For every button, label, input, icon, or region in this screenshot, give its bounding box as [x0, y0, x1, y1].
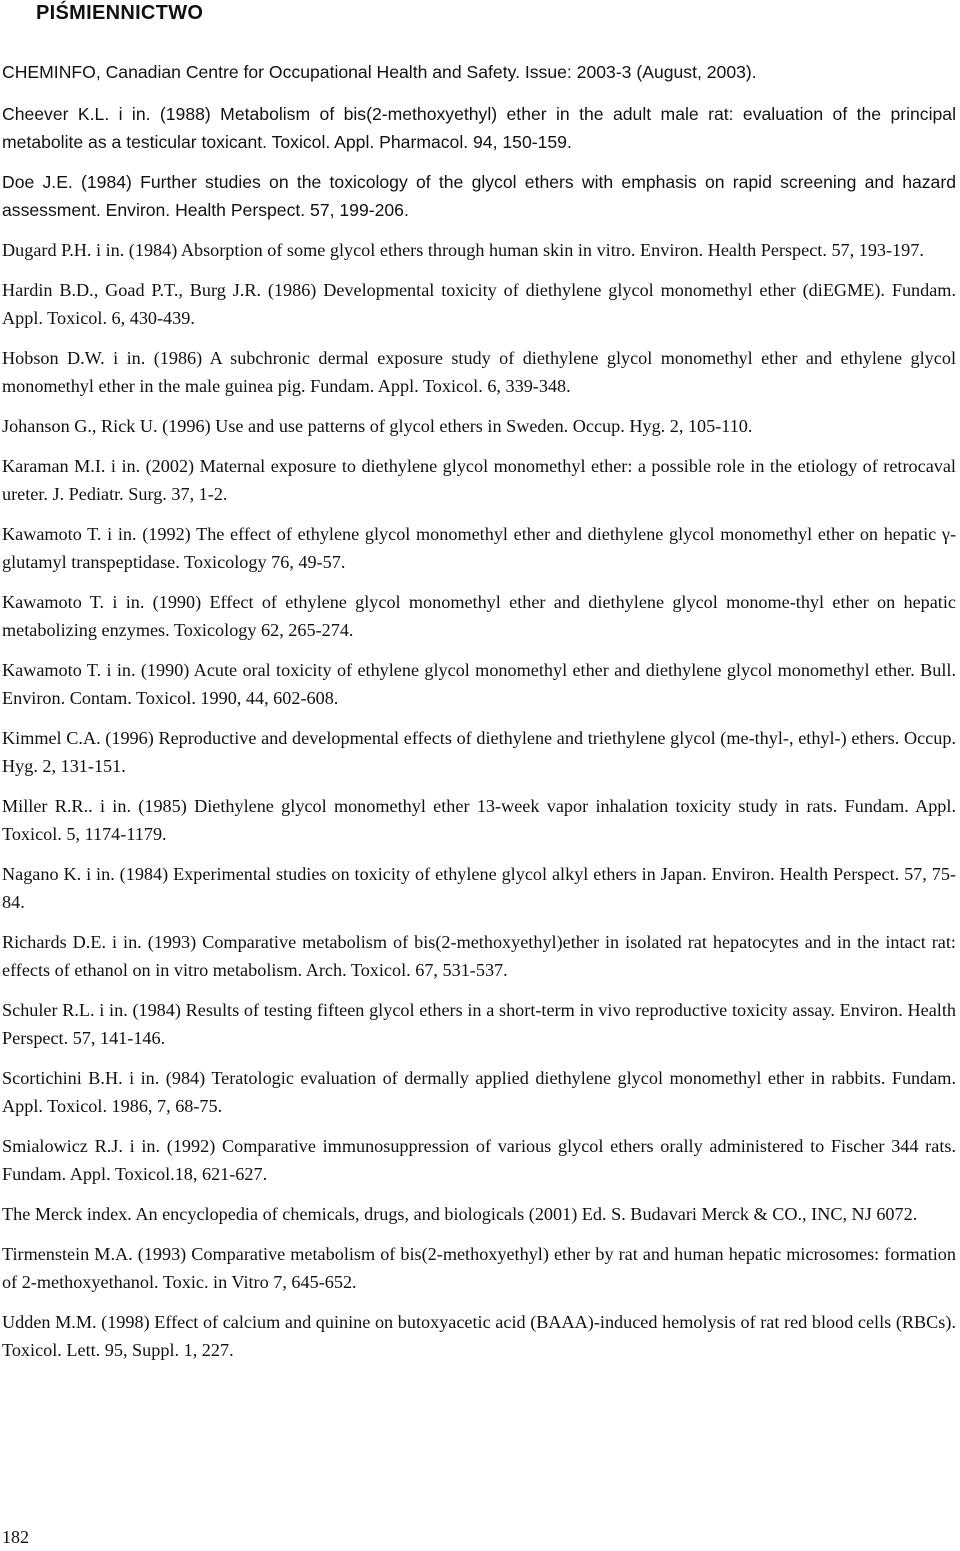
reference-item: Schuler R.L. i in. (1984) Results of testing fifteen glycol ethers in a short-term in vivo reproductive toxicity assay. Environ. Health Perspect. 57, 141-146.: [2, 1000, 956, 1048]
reference-item: Hobson D.W. i in. (1986) A subchronic dermal exposure study of diethylene glycol monomethyl ether and ethylene glycol monomethyl ether in the male guinea pig. Fundam. Appl. Toxicol. 6, 339-348.: [2, 348, 956, 396]
reference-item: Richards D.E. i in. (1993) Comparative metabolism of bis(2-methoxyethyl)ether in isolated rat hepatocytes and in the intact rat: effects of ethanol on in vitro metabolism. Arch. Toxicol. 67, 531-537.: [2, 932, 956, 980]
reference-list: [2, 58, 956, 1376]
page-number: 182: [2, 1527, 29, 1547]
reference-item: Tirmenstein M.A. (1993) Comparative metabolism of bis(2-methoxyethyl) ether by rat and human hepatic microsomes: formation of 2-methoxyethanol. Toxic. in Vitro 7, 645-652.: [2, 1244, 956, 1292]
reference-item: Kimmel C.A. (1996) Reproductive and developmental effects of diethylene and triethylene glycol (me-thyl-, ethyl-) ethers. Occup. Hyg. 2, 131-151.: [2, 728, 956, 776]
section-heading: PIŚMIENNICTWO: [36, 2, 204, 24]
reference-item: Hardin B.D., Goad P.T., Burg J.R. (1986) Developmental toxicity of diethylene glycol monomethyl ether (diEGME). Fundam. Appl. Toxicol. 6, 430-439.: [2, 280, 956, 328]
reference-item: Kawamoto T. i in. (1990) Acute oral toxicity of ethylene glycol monomethyl ether and diethylene glycol monomethyl ether. Bull. Environ. Contam. Toxicol. 1990, 44, 602-608.: [2, 660, 956, 708]
reference-item: Smialowicz R.J. i in. (1992) Comparative immunosuppression of various glycol ethers orally administered to Fischer 344 rats. Fundam. Appl. Toxicol.18, 621-627.: [2, 1136, 956, 1184]
reference-item: Kawamoto T. i in. (1992) The effect of ethylene glycol monomethyl ether and diethylene glycol monomethyl ether on hepatic γ-glutamyl transpeptidase. Toxicology 76, 49-57.: [2, 524, 956, 572]
reference-item: Nagano K. i in. (1984) Experimental studies on toxicity of ethylene glycol alkyl ethers in Japan. Environ. Health Perspect. 57, 75-84.: [2, 864, 956, 912]
reference-item: Miller R.R.. i in. (1985) Diethylene glycol monomethyl ether 13-week vapor inhalation toxicity study in rats. Fundam. Appl. Toxicol. 5, 1174-1179.: [2, 796, 956, 844]
reference-item: Scortichini B.H. i in. (984) Teratologic evaluation of dermally applied diethylene glycol monomethyl ether in rabbits. Fundam. Appl. Toxicol. 1986, 7, 68-75.: [2, 1068, 956, 1116]
reference-item: The Merck index. An encyclopedia of chemicals, drugs, and biologicals (2001) Ed. S. Budavari Merck & CO., INC, NJ 6072.: [2, 1204, 918, 1224]
reference-item: Udden M.M. (1998) Effect of calcium and quinine on butoxyacetic acid (BAAA)-induced hemolysis of rat red blood cells (RBCs). Toxicol. Lett. 95, Suppl. 1, 227.: [2, 1312, 956, 1360]
reference-item: Cheever K.L. i in. (1988) Metabolism of bis(2-methoxyethyl) ether in the adult male rat: evaluation of the principal metabolite as a testicular toxicant. Toxicol. Appl. Pharmacol. 94, 150-159.: [2, 104, 956, 152]
reference-item: Doe J.E. (1984) Further studies on the toxicology of the glycol ethers with emphasis on rapid screening and hazard assessment. Environ. Health Perspect. 57, 199-206.: [2, 172, 956, 220]
reference-item: CHEMINFO, Canadian Centre for Occupational Health and Safety. Issue: 2003-3 (August, 2003).: [2, 62, 757, 82]
reference-item: Kawamoto T. i in. (1990) Effect of ethylene glycol monomethyl ether and diethylene glycol monome-thyl ether on hepatic metabolizing enzymes. Toxicology 62, 265-274.: [2, 592, 956, 640]
reference-item: Karaman M.I. i in. (2002) Maternal exposure to diethylene glycol monomethyl ether: a possible role in the etiology of retrocaval ureter. J. Pediatr. Surg. 37, 1-2.: [2, 456, 956, 504]
reference-item: Johanson G., Rick U. (1996) Use and use patterns of glycol ethers in Sweden. Occup. Hyg. 2, 105-110.: [2, 416, 753, 436]
reference-item: Dugard P.H. i in. (1984) Absorption of some glycol ethers through human skin in vitro. Environ. Health Perspect. 57, 193-197.: [2, 240, 924, 260]
